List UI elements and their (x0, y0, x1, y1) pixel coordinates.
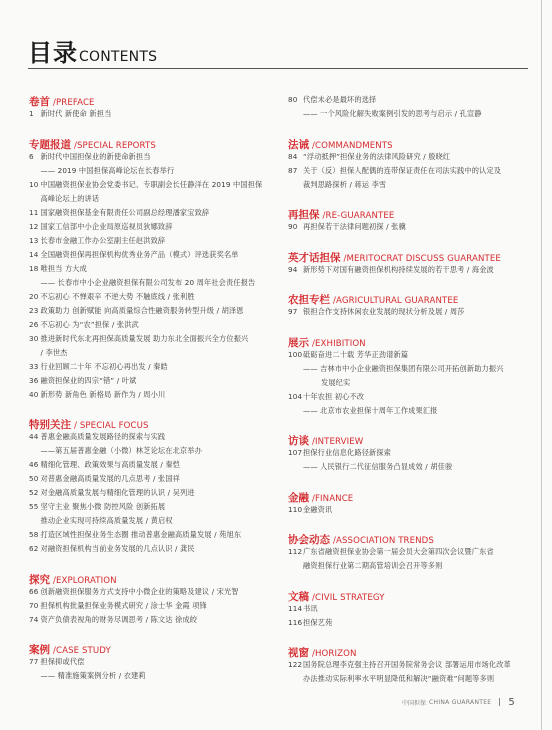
entry-text (41, 304, 280, 318)
entry-title: 书讯 (303, 603, 318, 613)
entry-page-number: 52 (29, 488, 39, 497)
entry-title: 中国融资担保业协会党委书记、专职副会长任静洋在 2019 中国担保 (40, 179, 263, 189)
toc-entry (29, 599, 279, 613)
section-title (29, 416, 279, 430)
title-divider (28, 68, 528, 69)
entry-page-number: 55 (29, 502, 39, 511)
entry-title-continued: 融资担保行业第二期高管培训会召开等多则 (303, 561, 443, 570)
entry-subtitle: —— 吉林市中小企业融资担保集团有限公司开拓创新助力振兴 (303, 363, 504, 373)
section-title-cn: 视窗 (288, 647, 309, 659)
section-title (288, 432, 538, 446)
toc-entry (288, 602, 538, 616)
entry-title: 国家工信部中小企业局原巡视员狄娜致辞 (40, 221, 173, 231)
section-special-focus (29, 416, 279, 556)
entry-page-number: 18 (29, 263, 39, 273)
entry-text (41, 248, 280, 262)
footer-magazine-cn: 中国担保 (402, 699, 427, 707)
section-title-en: /HORIZON (312, 649, 357, 659)
entry-title: 国务院总理李克强主持召开国务院常务会议 部署运用市场化改革 (303, 660, 511, 669)
entry-title: 担保抑或代偿 (40, 657, 85, 666)
entry-title: 政策助力 创新赋能 向高质量综合性融资服务转型升级 / 胡泽恩 (40, 305, 244, 315)
entry-subtitle: —— 长春市中小企业融资担保有限公司发布 20 周年社会责任报告 (40, 277, 256, 287)
toc-entry (288, 545, 538, 573)
entry-text (303, 545, 538, 573)
entry-page-number: 66 (29, 586, 39, 596)
section-title-en: /MERITOCRAT DISCUSS GUARANTEE (343, 253, 501, 264)
entry-page-number: 112 (288, 547, 303, 556)
entry-title: 资产负债表视角的财务尽调思考 / 陈文达 徐成皎 (40, 614, 198, 624)
toc-entry (29, 472, 279, 486)
entry-page-number: 110 (288, 504, 303, 514)
toc-entry (288, 150, 538, 164)
entry-text (303, 164, 538, 192)
toc-entry (29, 655, 279, 683)
entry-text (41, 613, 280, 627)
section-exhibition (288, 334, 538, 418)
section-title-cn: 探究 (29, 573, 50, 586)
entry-page-number: 46 (29, 460, 39, 469)
entry-page-number: 33 (29, 361, 39, 371)
section-title (288, 531, 538, 545)
toc-entry (29, 388, 279, 402)
entry-page-number: 11 (29, 207, 39, 217)
toc-entry (288, 658, 538, 686)
entry-title: 坚守主业 聚焦小微 防控风险 创新拓展 (40, 502, 166, 511)
entry-text (303, 602, 538, 616)
contents-title-en: CONTENTS (79, 49, 158, 65)
entry-text (303, 348, 538, 390)
entry-page-number: 13 (29, 235, 39, 245)
entry-text (303, 150, 538, 164)
entry-title: 金融资讯 (303, 504, 333, 514)
entry-subtitle: —— 2019 中国担保高峰论坛在长春举行 (40, 165, 175, 175)
footer-magazine-en: CHINA GUARANTEE (429, 698, 492, 706)
section-title (29, 93, 279, 107)
section-title-cn: 金融 (288, 491, 309, 504)
entry-title: 对金融高质量发展与精细化管理的认识 / 吴列进 (40, 488, 195, 497)
toc-entry (29, 318, 279, 332)
entry-text (303, 390, 538, 418)
entry-title: 不忘初心 不惮艰辛 不逆大势 不触底线 / 张利胜 (40, 291, 195, 301)
section-title-cn: 英才话担保 (288, 251, 341, 264)
section-title-cn: 法诫 (288, 138, 309, 151)
entry-page-number: 74 (29, 614, 39, 624)
entry-title: 关于（反）担保人配偶的连带保证责任在司法实践中的认定及 (303, 165, 502, 175)
section-title-cn: 协会动态 (288, 534, 330, 546)
entry-page-number: 62 (29, 544, 39, 553)
entry-text (41, 585, 280, 599)
toc-entry (29, 107, 279, 121)
section-title-en: /EXPLORATION (53, 575, 117, 586)
section-title-en: /INTERVIEW (312, 437, 364, 447)
section-title-en: /AGRICULTURAL GUARANTEE (333, 296, 459, 306)
entry-title: 担保艺苑 (303, 617, 333, 627)
toc-entry (29, 374, 279, 388)
entry-title: 新形势下对国有融资担保机构持续发展的若干思考 / 海金波 (303, 264, 494, 274)
toc-entry (288, 446, 538, 474)
section-agricultural-guarantee (288, 291, 538, 319)
entry-text (41, 388, 280, 402)
entry-page-number: 40 (29, 389, 39, 399)
section-finance (288, 489, 538, 517)
section-commandments (288, 136, 538, 192)
entry-subtitle-continued: 发展纪实 (321, 377, 351, 387)
toc-entry (29, 542, 279, 556)
entry-page-number: 44 (29, 432, 39, 441)
entry-title: 新时代 新使命 新担当 (40, 109, 112, 118)
page-footer (402, 695, 515, 709)
section-meritocrat-discuss-guarantee (288, 249, 538, 277)
entry-text (41, 542, 280, 556)
entry-title: 对普惠金融高质量发展的几点思考 / 张国祥 (40, 474, 181, 483)
toc-entry (288, 220, 538, 234)
entry-text (41, 458, 280, 472)
section-title (288, 334, 538, 348)
entry-page-number: 30 (29, 333, 39, 343)
entry-page-number: 87 (288, 165, 298, 175)
entry-title: 国家融资担保基金有限责任公司副总经理潘家宝致辞 (40, 207, 210, 217)
entry-page-number: 50 (29, 474, 39, 483)
section-title (288, 291, 538, 305)
entry-page-number: 14 (29, 249, 39, 259)
entry-title: 代偿未必是最坏的选择 (303, 95, 377, 104)
entry-text (303, 616, 538, 630)
section-title-cn: 卷首 (29, 96, 50, 108)
section-title-cn: 特别关注 (29, 419, 71, 431)
entry-page-number: 77 (29, 657, 39, 666)
entry-text (41, 206, 280, 220)
entry-title: 担保行业信息化路径新探索 (303, 448, 392, 457)
toc-entry (29, 360, 279, 374)
toc-entry (29, 262, 279, 290)
section-special-reports (29, 136, 279, 402)
toc-entry (29, 528, 279, 542)
section-continued (288, 93, 538, 121)
section-title-cn: 案例 (29, 644, 50, 656)
entry-title: 担保机构批量担保业务模式研究 / 涂士华 金霞 项锋 (40, 600, 207, 610)
section-horizon (288, 644, 538, 686)
entry-page-number: 107 (288, 448, 303, 457)
section-title-cn: 文稿 (288, 590, 309, 603)
entry-title: 砥砺奋进二十载 芳华正劲谱新篇 (303, 349, 409, 359)
toc-entry (29, 430, 279, 458)
entry-text (303, 305, 538, 319)
entry-title: 唯担当 方大成 (40, 263, 87, 273)
section-title (29, 641, 279, 655)
toc-entry (29, 206, 279, 220)
entry-page-number: 94 (288, 264, 298, 274)
entry-title: 创新融资担保服务方式支持中小微企业的策略及建议 / 宋光智 (40, 586, 239, 596)
contents-title (28, 33, 157, 68)
entry-page-number: 104 (288, 391, 303, 401)
entry-text (41, 290, 280, 304)
section-title (288, 249, 538, 263)
page-edge (541, 0, 542, 730)
entry-subtitle: ——第五届普惠金融（小微）林芝论坛在北京举办 (40, 446, 202, 455)
section-case-study (29, 641, 279, 683)
toc-entry (288, 503, 538, 517)
section-exploration (29, 571, 279, 627)
entry-page-number: 100 (288, 349, 303, 359)
entry-subtitle: —— 一个风险化解失败案例引发的思考与启示 / 孔宣静 (303, 109, 482, 118)
toc-entry (288, 305, 538, 319)
section-title (29, 571, 279, 585)
section-title-en: /PREFACE (53, 98, 95, 108)
section-title-en: /ASSOCIATION TRENDS (333, 536, 434, 546)
section-title-cn: 访谈 (288, 435, 309, 447)
entry-page-number: 90 (288, 222, 298, 231)
entry-page-number: 58 (29, 530, 39, 539)
entry-text (41, 220, 280, 234)
section-title-en: /CIVIL STRATEGY (312, 592, 385, 603)
section-title-en: /EXHIBITION (312, 338, 366, 349)
entry-title-continued: 推动企业实现可持续高质量发展 / 黄启权 (40, 516, 173, 525)
entry-page-number: 1 (29, 109, 34, 118)
entry-page-number: 20 (29, 291, 39, 301)
entry-text (303, 220, 538, 234)
entry-title: 融资担保业的四宗“错” / 叶斌 (40, 375, 137, 385)
entry-title: 不忘初心 为“农”担保 / 张洪武 (40, 319, 139, 329)
section-title (288, 136, 538, 150)
toc-entry (288, 616, 538, 630)
entry-page-number: 84 (288, 151, 298, 161)
entry-subtitle: —— 精准施策案例分析 / 衣建莉 (40, 671, 146, 680)
entry-page-number: 97 (288, 307, 298, 316)
toc-entry (29, 332, 279, 360)
toc-entry (29, 220, 279, 234)
entry-page-number: 6 (29, 151, 34, 161)
section-title (288, 644, 538, 658)
entry-text (303, 446, 538, 474)
toc-entry (288, 390, 538, 418)
section-title (288, 489, 538, 503)
footer-separator (499, 698, 500, 706)
entry-text (41, 500, 280, 528)
entry-title: 再担保若干法律问题初探 / 张骥 (303, 222, 406, 231)
entry-title: 长春市金融工作办公室副主任赵洪致辞 (40, 235, 166, 245)
section-title-en: /RE-GUARANTEE (322, 211, 395, 221)
toc-entry (29, 304, 279, 318)
section-title-cn: 专题报道 (29, 138, 71, 151)
toc-left-column (29, 93, 279, 683)
entry-title: 新形势 新角色 新格局 新作为 / 周小川 (40, 389, 166, 399)
entry-title: 广东省融资担保业协会第一届会员大会第四次会议暨广东省 (303, 547, 494, 556)
section-title-en: / SPECIAL FOCUS (74, 421, 149, 431)
entry-text (41, 318, 280, 332)
section-title (288, 588, 538, 602)
entry-text (41, 374, 280, 388)
entry-title: 行业回顾二十年 不忘初心再出发 / 秦皓 (40, 361, 168, 371)
entry-text (41, 599, 280, 613)
entry-text (41, 472, 280, 486)
entry-page-number: 10 (29, 179, 39, 189)
entry-text (41, 262, 280, 290)
entry-title: 普惠金融高质量发展路径的探索与实践 (40, 432, 166, 441)
section-preface (29, 93, 279, 121)
entry-title: “浮动抵押”担保业务的法律风险研究 / 殷晓红 (303, 151, 451, 161)
toc-entry (288, 164, 538, 192)
entry-title: 精细化管理、政策效果与高质量发展 / 秦恺 (40, 460, 181, 469)
toc-entry (288, 263, 538, 277)
entry-title: 打造区域性担保业务生态圈 推动普惠金融高质量发展 / 苑旭东 (40, 530, 242, 539)
entry-page-number: 12 (29, 221, 39, 231)
toc-entry (29, 248, 279, 262)
toc-entry (29, 458, 279, 472)
toc-entry (29, 178, 279, 206)
section-association-trends (288, 531, 538, 573)
entry-text (41, 430, 280, 458)
entry-text (303, 93, 538, 121)
entry-title-continued: / 李世杰 (40, 347, 68, 357)
entry-page-number: 36 (29, 375, 39, 385)
section-title (29, 136, 279, 150)
section-title-en: /CASE STUDY (53, 646, 111, 656)
entry-title: 全国融资担保再担保机构优秀业务产品（模式）评选获奖名单 (40, 249, 239, 259)
toc-entry (29, 500, 279, 528)
entry-text (41, 332, 280, 360)
entry-page-number: 114 (288, 603, 303, 613)
entry-title: 新时代中国担保业的新使命新担当 (40, 151, 151, 161)
entry-text (41, 486, 280, 500)
entry-title: 对融资担保机构当前业务发展的几点认识 / 龚民 (40, 544, 195, 553)
toc-entry (29, 486, 279, 500)
entry-subtitle: —— 北京市农业担保十周年工作成果汇报 (303, 405, 438, 415)
section-title-en: /COMMANDMENTS (312, 140, 393, 151)
section-civil-strategy (288, 588, 538, 630)
toc-entry (29, 585, 279, 599)
section-title-en: /FINANCE (312, 493, 354, 504)
entry-text (41, 107, 280, 121)
toc-entry (29, 290, 279, 304)
entry-page-number: 122 (288, 660, 303, 669)
toc-entry (288, 348, 538, 390)
toc-entry (288, 93, 538, 121)
section-interview (288, 432, 538, 474)
entry-page-number: 70 (29, 600, 39, 610)
entry-text (303, 503, 538, 517)
entry-page-number: 23 (29, 305, 39, 315)
toc-entry (29, 150, 279, 178)
section-title-en: /SPECIAL REPORTS (74, 140, 156, 151)
entry-title: 十年农担 初心不改 (303, 391, 365, 401)
entry-text (41, 234, 280, 248)
section-re-guarantee (288, 206, 538, 234)
entry-title-continued: 办法推动实际利率水平明显降低和解决“融资难”问题等多则 (303, 674, 495, 683)
section-title-cn: 展示 (288, 336, 309, 349)
entry-page-number: 116 (288, 617, 303, 627)
entry-text (41, 360, 280, 374)
entry-title-continued: 裁判思路探析 / 蒋运 李雪 (303, 179, 387, 189)
entry-text (41, 655, 280, 683)
entry-title-continued: 高峰论坛上的讲话 (40, 193, 100, 203)
entry-text (41, 528, 280, 542)
entry-text (41, 150, 280, 178)
entry-page-number: 26 (29, 319, 39, 329)
section-title-cn: 农担专栏 (288, 294, 330, 306)
toc-right-column (288, 93, 538, 686)
entry-title: 推进新时代东北再担保高质量发展 助力东北全面振兴全方位振兴 (40, 333, 249, 343)
toc-entry (29, 234, 279, 248)
entry-title: 银担合作支持休闲农业发展的现状分析及展 / 周莎 (303, 307, 465, 316)
entry-text (303, 263, 538, 277)
contents-title-cn: 目录 (28, 39, 78, 67)
entry-subtitle: —— 人民银行二代征信服务凸显成效 / 胡佳骏 (303, 462, 453, 471)
entry-text (303, 658, 538, 686)
section-title (288, 206, 538, 220)
footer-page-number: 5 (508, 696, 515, 708)
entry-page-number: 80 (288, 95, 298, 104)
entry-text (41, 178, 280, 206)
toc-entry (29, 613, 279, 627)
section-title-cn: 再担保 (288, 209, 320, 221)
